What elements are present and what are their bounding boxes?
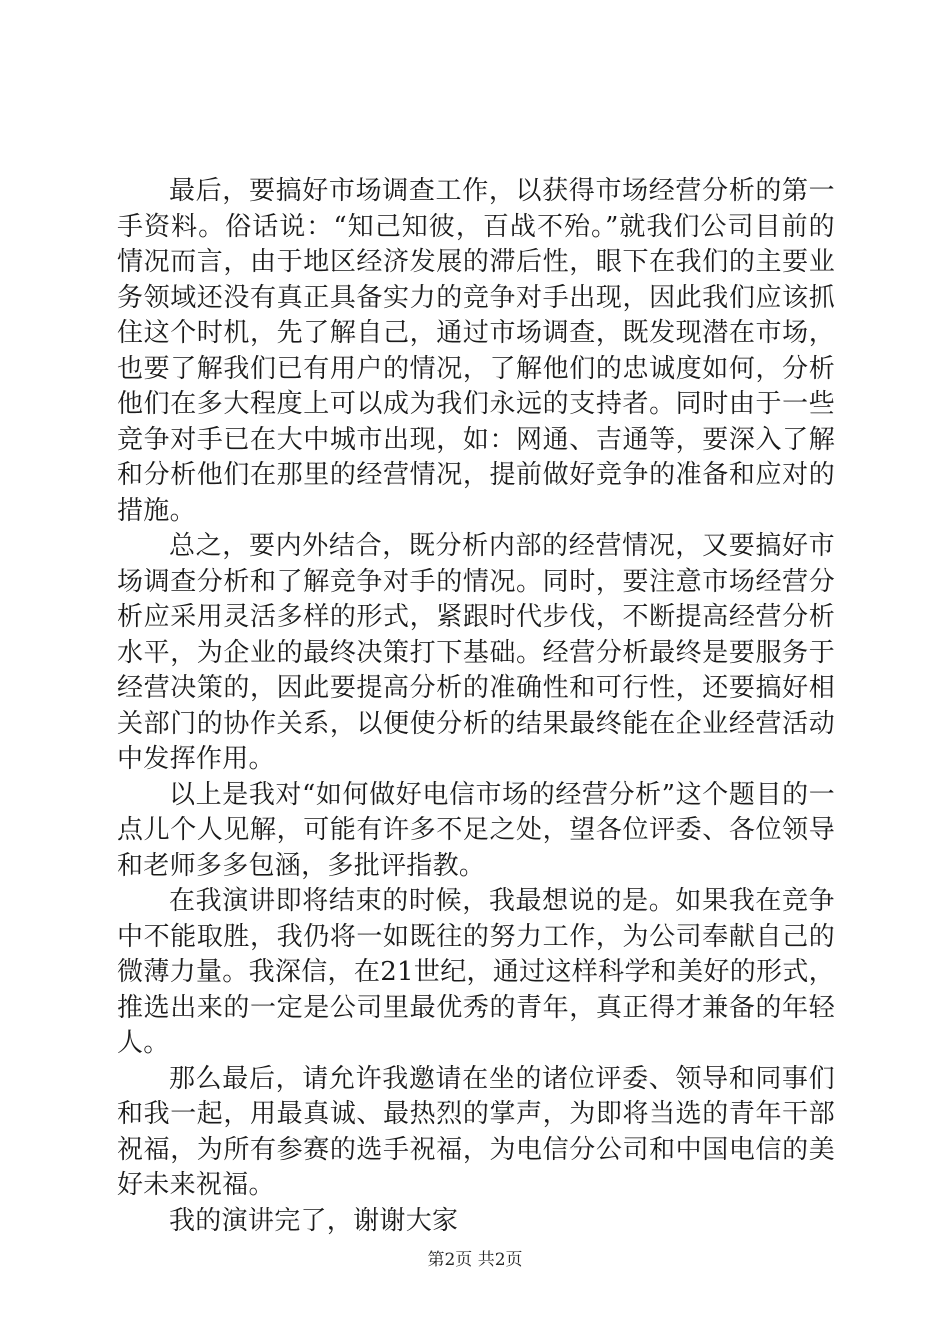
page-number-footer: 第2页 共2页: [427, 1250, 523, 1270]
paragraph-invitation: 那么最后，请允许我邀请在坐的诸位评委、领导和同事们和我一起，用最真诚、最热烈的掌声，为即将当选的青年干部祝福，为所有参赛的选手祝福，为电信分公司和中国电信的美好未来祝福。: [117, 1063, 835, 1200]
paragraph-summary: 总之，要内外结合，既分析内部的经营情况，又要搞好市场调查分析和了解竞争对手的情况。同时，要注意市场经营分析应采用灵活多样的形式，紧跟时代步伐，不断提高经营分析水平，为企业的最终决策打下基础。经营分析最终是要服务于经营决策的，因此要提高分析的准确性和可行性，还要搞好相关部门的协作关系，以便使分析的结果最终能在企业经营活动中发挥作用。: [117, 531, 835, 774]
document-body: [117, 174, 835, 1239]
paragraph-personal-view: 以上是我对“如何做好电信市场的经营分析”这个题目的一点儿个人见解，可能有许多不足之处，望各位评委、各位领导和老师多多包涵，多批评指教。: [117, 779, 835, 881]
paragraph-market-research: 最后，要搞好市场调查工作，以获得市场经营分析的第一手资料。俗话说：“知己知彼，百战不殆。”就我们公司目前的情况而言，由于地区经济发展的滞后性，眼下在我们的主要业务领域还没有真正具备实力的竞争对手出现，因此我们应该抓住这个时机，先了解自己，通过市场调查，既发现潜在市场，也要了解我们已有用户的情况，了解他们的忠诚度如何，分析他们在多大程度上可以成为我们永远的支持者。同时由于一些竞争对手已在大中城市出现，如：网通、吉通等，要深入了解和分析他们在那里的经营情况，提前做好竞争的准备和应对的措施。: [117, 176, 835, 526]
paragraph-closing-thoughts: 在我演讲即将结束的时候，我最想说的是。如果我在竞争中不能取胜，我仍将一如既往的努力工作，为公司奉献自己的微薄力量。我深信，在21世纪，通过这样科学和美好的形式，推选出来的一定是公司里最优秀的青年，真正得才兼备的年轻人。: [117, 886, 835, 1058]
paragraph-thanks: 我的演讲完了，谢谢大家: [169, 1205, 459, 1236]
